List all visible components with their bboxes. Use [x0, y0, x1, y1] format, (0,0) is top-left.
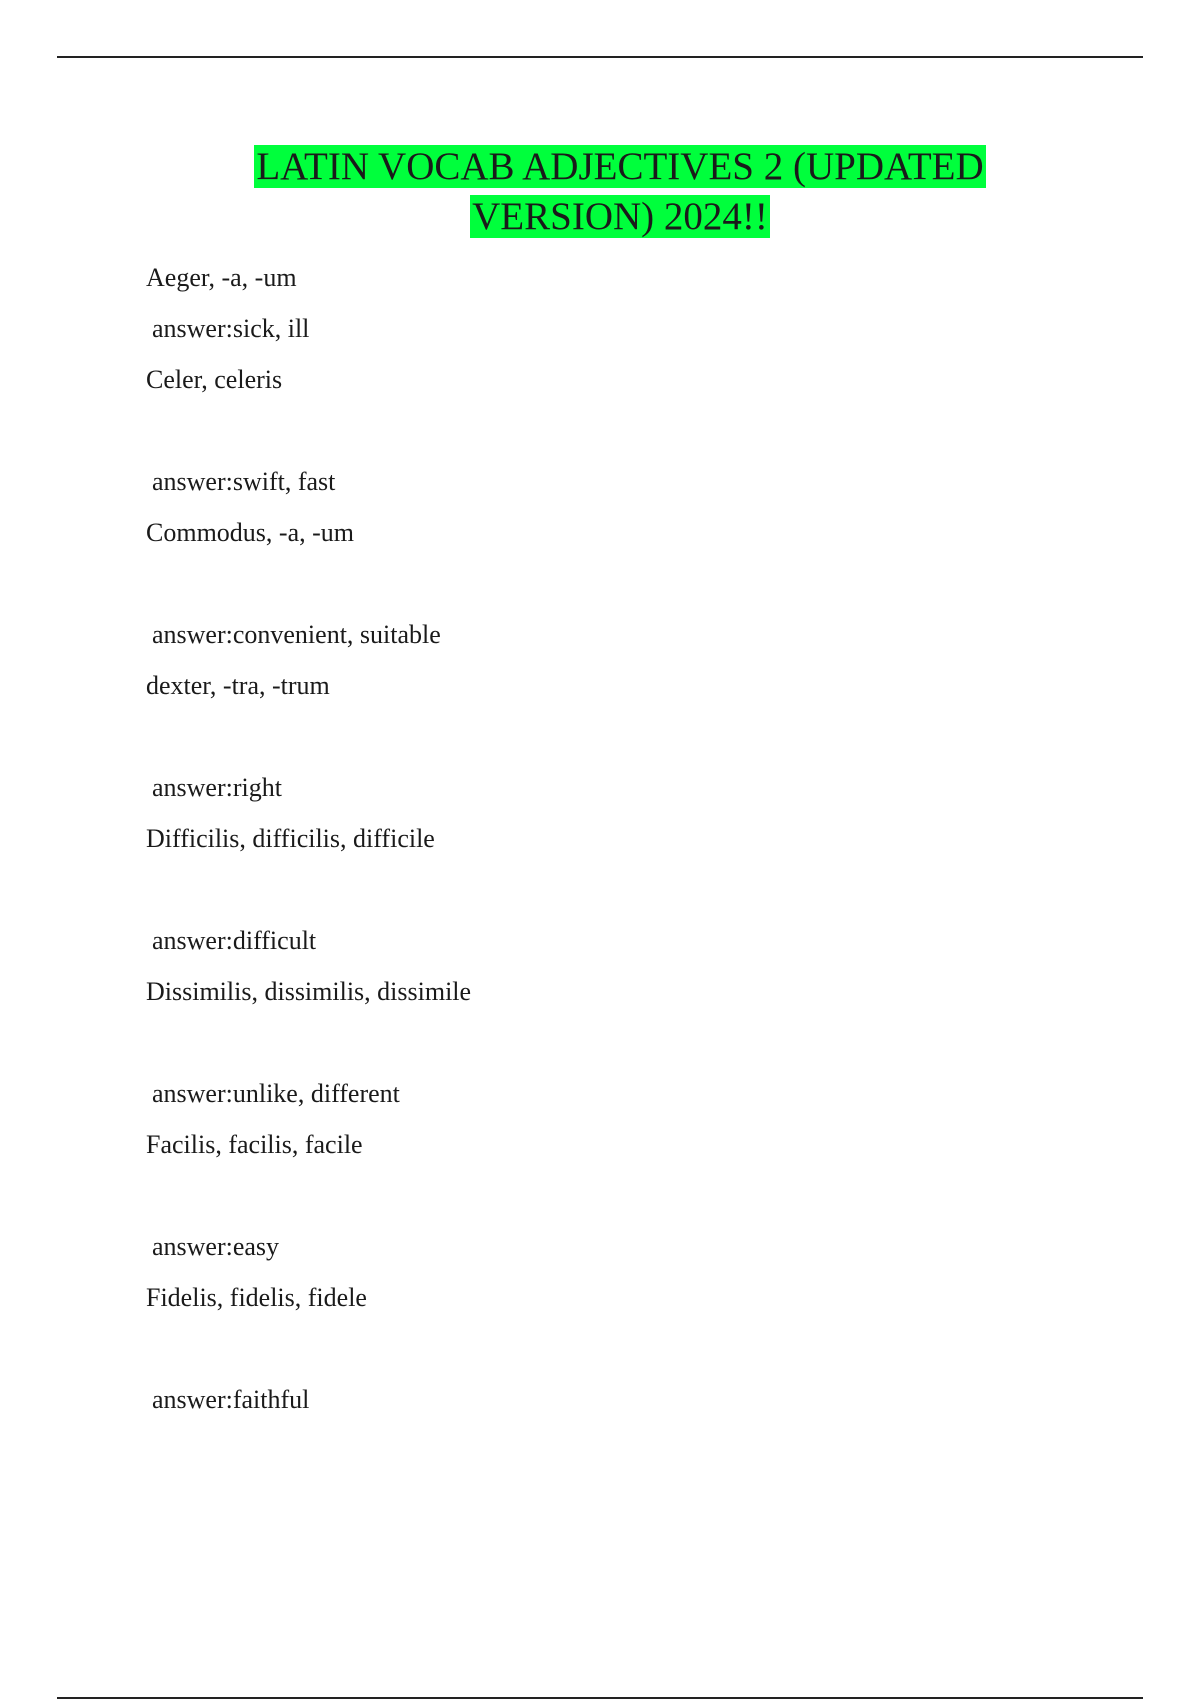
top-rule [57, 56, 1143, 58]
vocab-answer: answer:right [152, 773, 282, 802]
vocab-answer: answer:easy [152, 1232, 280, 1261]
vocab-term: Celer, celeris [146, 365, 283, 394]
vocab-answer: answer:difficult [152, 926, 317, 955]
document-title-line-1: LATIN VOCAB ADJECTIVES 2 (UPDATED [256, 145, 984, 188]
vocab-answer: answer:sick, ill [152, 314, 310, 343]
vocab-list [146, 258, 1046, 1431]
document-title [0, 142, 1200, 242]
vocab-term: dexter, -tra, -trum [146, 671, 330, 700]
vocab-term: Facilis, facilis, facile [146, 1130, 363, 1159]
vocab-term: Commodus, -a, -um [146, 518, 354, 547]
vocab-answer: answer:convenient, suitable [152, 620, 441, 649]
vocab-answer: answer:swift, fast [152, 467, 336, 496]
vocab-term: Dissimilis, dissimilis, dissimile [146, 977, 472, 1006]
vocab-term: Difficilis, difficilis, difficile [146, 824, 435, 853]
vocab-answer: answer:faithful [152, 1385, 310, 1414]
vocab-term: Fidelis, fidelis, fidele [146, 1283, 367, 1312]
bottom-rule [57, 1697, 1143, 1699]
document-title-line-2: VERSION) 2024!! [472, 195, 768, 238]
vocab-answer: answer:unlike, different [152, 1079, 400, 1108]
vocab-term: Aeger, -a, -um [146, 263, 297, 292]
